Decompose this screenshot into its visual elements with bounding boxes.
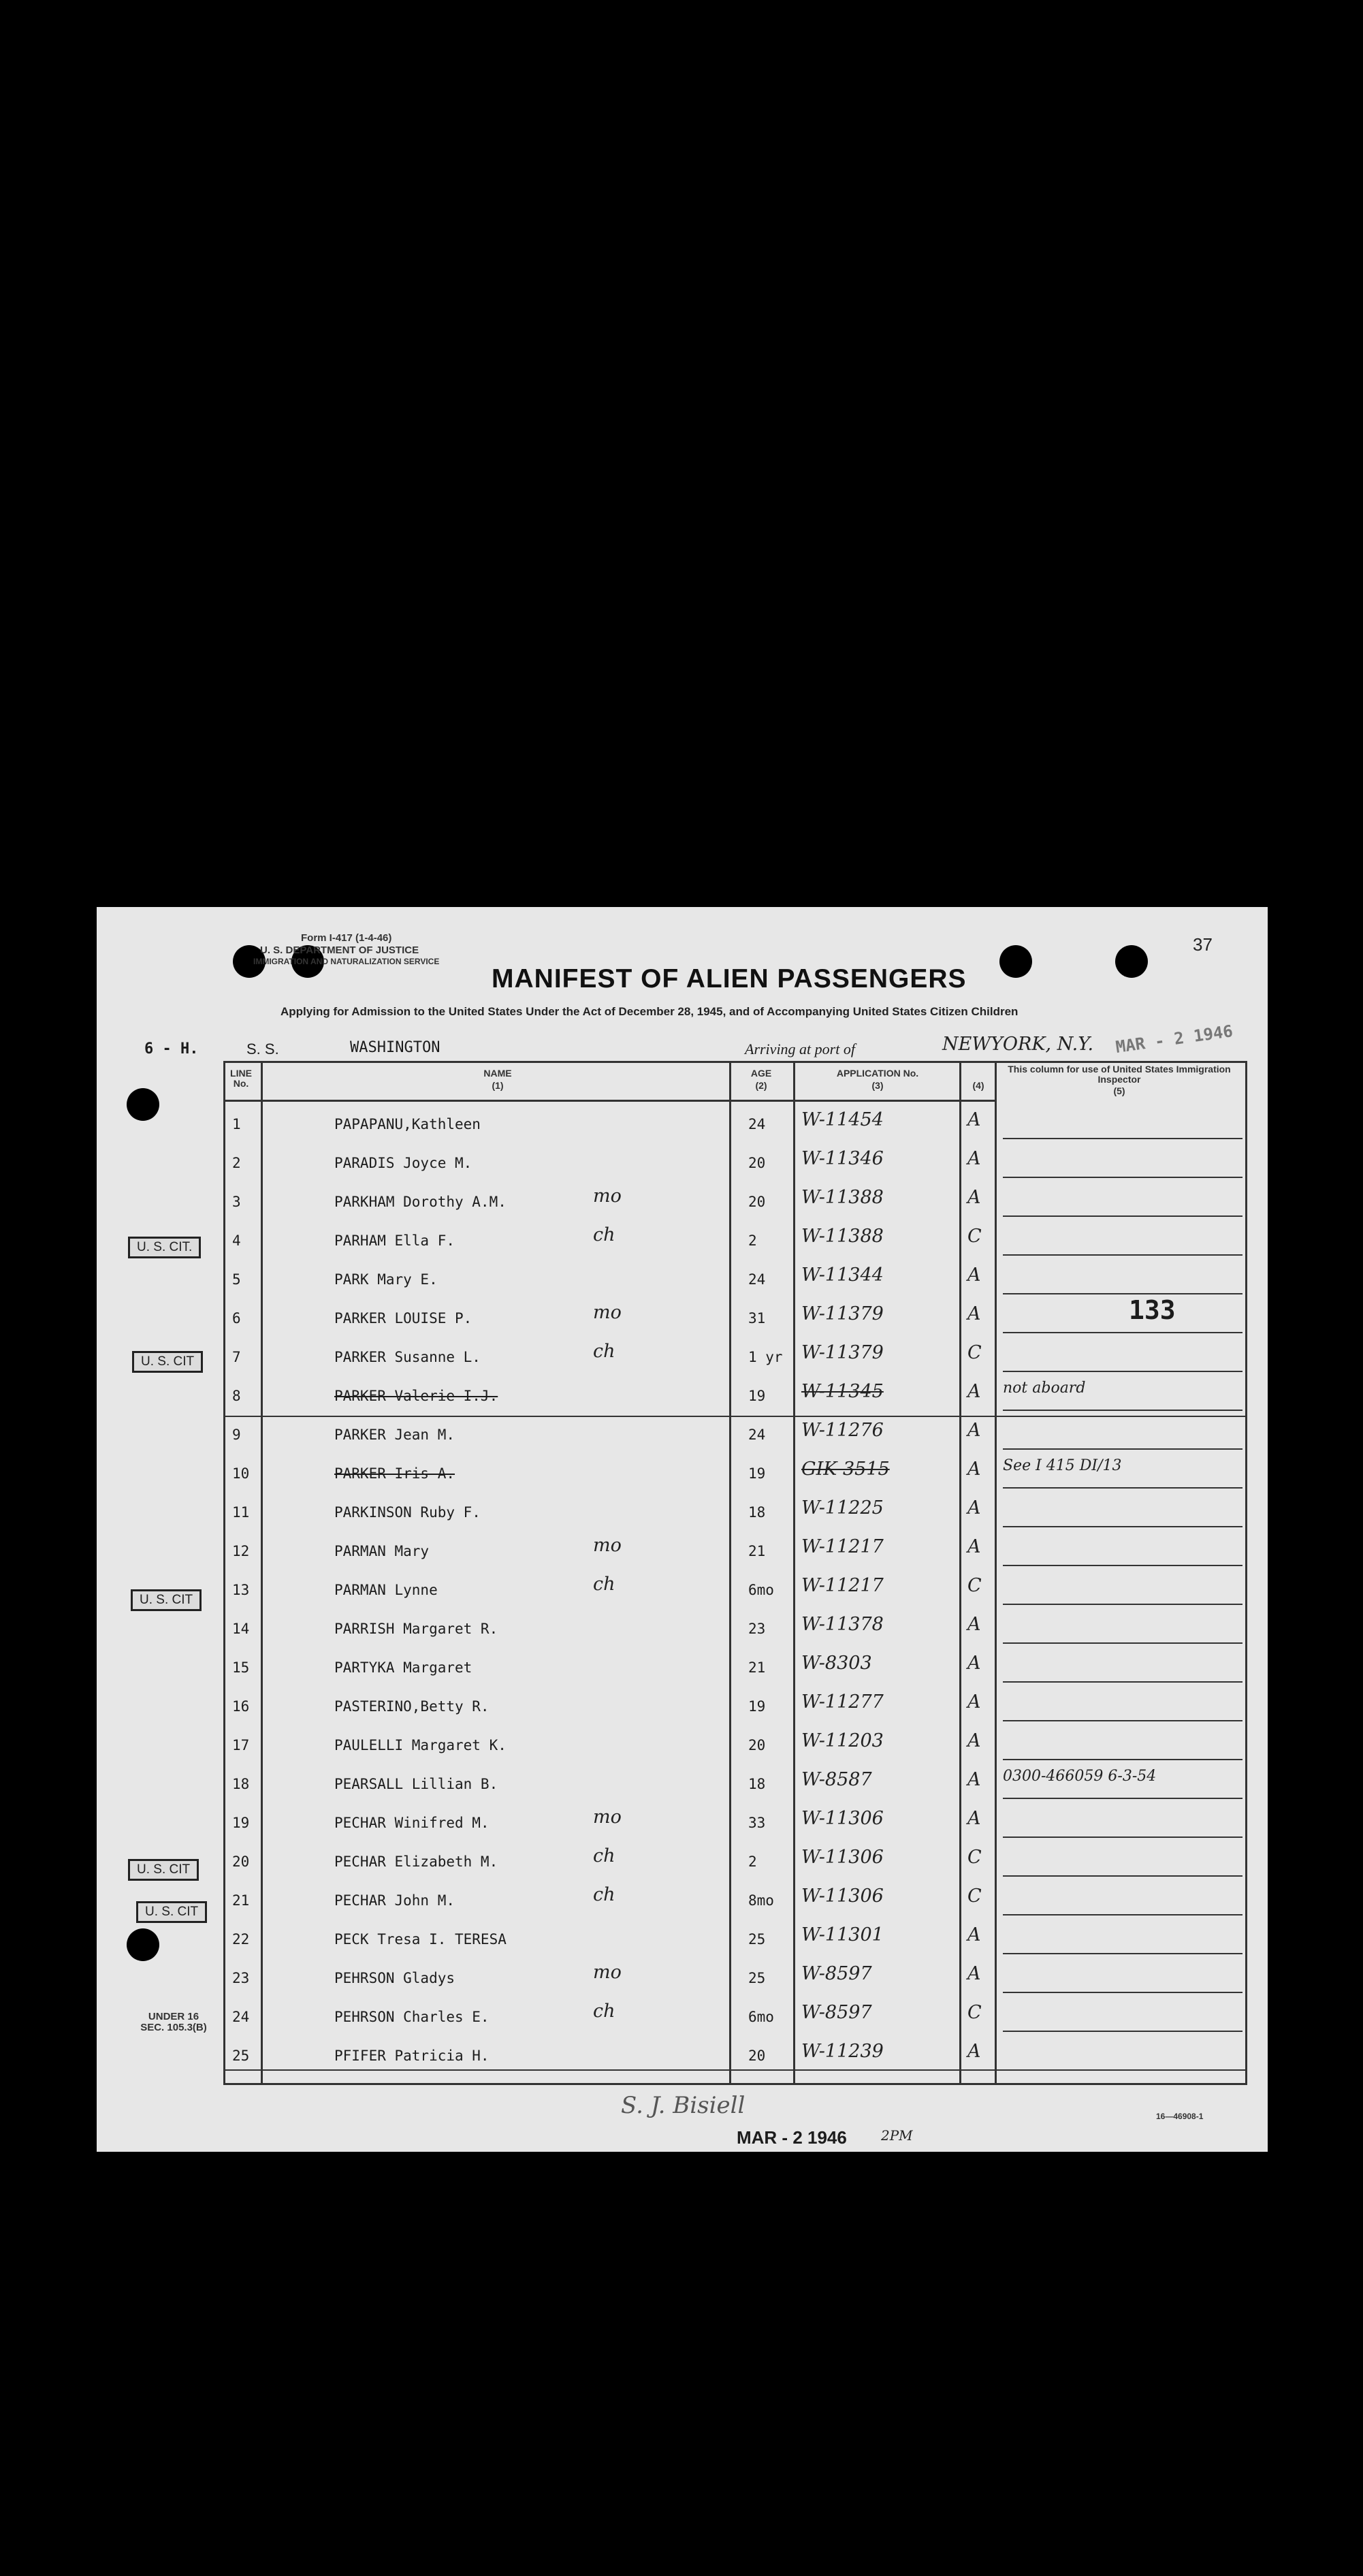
application-number: W-11454 — [801, 1109, 884, 1130]
line-number: 22 — [232, 1931, 250, 1947]
inspector-signature: S. J. Bisiell — [621, 2092, 745, 2119]
class-code: A — [967, 1381, 981, 1402]
passenger-name: PARKER Valerie I.J. — [334, 1388, 498, 1404]
application-number: W-11378 — [801, 1614, 884, 1635]
us-citizen-stamp: U. S. CIT — [131, 1589, 202, 1611]
class-code: A — [967, 1614, 981, 1635]
table-row — [225, 1923, 1245, 1962]
line-number: 24 — [232, 2009, 250, 2025]
class-code: A — [967, 1420, 981, 1441]
table-row — [225, 1612, 1245, 1651]
passenger-age: 25 — [748, 1931, 766, 1947]
col-name-header: NAME — [483, 1068, 512, 1079]
passenger-name: PECHAR John M. — [334, 1892, 455, 1909]
passenger-name: PARKHAM Dorothy A.M. — [334, 1194, 507, 1210]
passenger-age: 20 — [748, 1194, 766, 1210]
line-number: 7 — [232, 1349, 241, 1365]
relation-note: ch — [593, 1341, 615, 1362]
relation-note: mo — [593, 1535, 622, 1556]
line-number: 21 — [232, 1892, 250, 1909]
line-number: 19 — [232, 1815, 250, 1831]
application-number: W-11344 — [801, 1265, 884, 1286]
table-row — [225, 1108, 1245, 1147]
class-code: C — [967, 1847, 982, 1868]
table-row — [225, 1962, 1245, 2001]
inspector-rule — [1003, 1177, 1242, 1178]
col-age-header: AGE — [750, 1068, 772, 1079]
class-code: A — [967, 1459, 981, 1480]
passenger-name: PARADIS Joyce M. — [334, 1155, 472, 1171]
passenger-name: PECK Tresa I. TERESA — [334, 1931, 507, 1947]
application-number: W-11225 — [801, 1497, 884, 1518]
line-number: 6 — [232, 1310, 241, 1326]
inspector-rule — [1003, 1836, 1242, 1838]
line-number: 13 — [232, 1582, 250, 1598]
relation-note: ch — [593, 1845, 615, 1866]
table-row — [225, 1690, 1245, 1729]
class-code: C — [967, 1886, 982, 1907]
stamp-time: 2PM — [881, 2127, 913, 2144]
passenger-name: PEHRSON Charles E. — [334, 2009, 490, 2025]
line-number: 10 — [232, 1465, 250, 1482]
inspector-rule — [1003, 1759, 1242, 1760]
application-number: W-11306 — [801, 1847, 884, 1868]
inspector-rule — [1003, 1798, 1242, 1799]
col-app-header: APPLICATION No. — [836, 1068, 919, 1079]
table-row — [225, 1535, 1245, 1574]
passenger-age: 18 — [748, 1504, 766, 1521]
line-number: 23 — [232, 1970, 250, 1986]
line-number: 11 — [232, 1504, 250, 1521]
application-number: W-11345 — [801, 1381, 884, 1402]
line-number: 5 — [232, 1271, 241, 1288]
passenger-age: 2 — [748, 1854, 757, 1870]
relation-note: mo — [593, 1186, 622, 1207]
table-row — [225, 1186, 1245, 1224]
class-code: C — [967, 1342, 982, 1363]
passenger-name: PAULELLI Margaret K. — [334, 1737, 507, 1753]
inspector-rule — [1003, 2069, 1242, 2071]
passenger-age: 24 — [748, 1271, 766, 1288]
application-number: W-11379 — [801, 1342, 884, 1363]
relation-note: ch — [593, 1224, 615, 1245]
application-number: W-11379 — [801, 1303, 884, 1324]
inspector-rule — [1003, 2031, 1242, 2032]
table-row — [225, 1418, 1245, 1457]
table-row — [225, 1845, 1245, 1884]
passenger-name: PARKER LOUISE P. — [334, 1310, 472, 1326]
ship-name: WASHINGTON — [350, 1039, 440, 1056]
class-code: A — [967, 1653, 981, 1674]
class-code: C — [967, 1226, 982, 1247]
passenger-age: 33 — [748, 1815, 766, 1831]
line-number: 14 — [232, 1621, 250, 1637]
passenger-age: 20 — [748, 2048, 766, 2064]
inspector-rule — [1003, 1992, 1242, 1993]
table-row — [225, 2039, 1245, 2078]
application-number: W-11239 — [801, 2041, 884, 2062]
line-number: 17 — [232, 1737, 250, 1753]
passenger-name: PARMAN Lynne — [334, 1582, 438, 1598]
passenger-age: 24 — [748, 1116, 766, 1132]
class-code: C — [967, 2002, 982, 2023]
passenger-age: 19 — [748, 1388, 766, 1404]
passenger-age: 6mo — [748, 1582, 774, 1598]
application-number: W-11277 — [801, 1691, 884, 1713]
application-number: W-11217 — [801, 1536, 884, 1557]
class-code: A — [967, 1924, 981, 1945]
passenger-name: PARKER Susanne L. — [334, 1349, 481, 1365]
class-code: A — [967, 1109, 981, 1130]
form-number: Form I-417 (1-4-46) — [301, 932, 392, 944]
passenger-name: PEARSALL Lillian B. — [334, 1776, 498, 1792]
passenger-name: PECHAR Winifred M. — [334, 1815, 490, 1831]
inspector-rule — [1003, 1254, 1242, 1256]
line-number: 8 — [232, 1388, 241, 1404]
inspector-rule — [1003, 1875, 1242, 1877]
passenger-age: 25 — [748, 1970, 766, 1986]
passenger-age: 21 — [748, 1659, 766, 1676]
col-4-header: (4) — [972, 1080, 984, 1091]
ss-label: S. S. — [246, 1040, 279, 1058]
passenger-name: PARHAM Ella F. — [334, 1233, 455, 1249]
class-code: A — [967, 1303, 981, 1324]
application-number: W-8303 — [801, 1653, 872, 1674]
passenger-age: 18 — [748, 1776, 766, 1792]
line-number: 3 — [232, 1194, 241, 1210]
inspector-note: 0300-466059 6-3-54 — [1003, 1768, 1157, 1785]
department-line: U. S. DEPARTMENT OF JUSTICE — [260, 944, 419, 956]
page-subtitle: Applying for Admission to the United States Under the Act of December 28, 1945, and of Accompanying United States Citizen Children — [280, 1005, 1019, 1018]
inspector-rule — [1003, 1293, 1242, 1294]
line-number: 25 — [232, 2048, 250, 2064]
line-number: 2 — [232, 1155, 241, 1171]
passenger-name: PARMAN Mary — [334, 1543, 430, 1559]
application-number: W-11388 — [801, 1187, 884, 1208]
class-code: A — [967, 1963, 981, 1984]
relation-note: mo — [593, 1962, 622, 1983]
table-row — [225, 1341, 1245, 1380]
passenger-age: 24 — [748, 1427, 766, 1443]
passenger-name: PARKER Iris A. — [334, 1465, 455, 1482]
relation-note: ch — [593, 1884, 615, 1905]
relation-note: ch — [593, 2001, 615, 2022]
margin-note: 133 — [1129, 1295, 1176, 1325]
inspector-rule — [1003, 1371, 1242, 1372]
punch-hole — [1115, 945, 1148, 978]
inspector-rule — [1003, 1138, 1242, 1139]
us-citizen-stamp: U. S. CIT — [128, 1859, 199, 1881]
us-citizen-stamp: U. S. CIT. — [128, 1237, 201, 1258]
passenger-name: PARRISH Margaret R. — [334, 1621, 498, 1637]
list-number: 6 - H. — [144, 1040, 199, 1058]
table-row — [225, 1651, 1245, 1690]
inspector-rule — [1003, 1642, 1242, 1644]
class-code: C — [967, 1575, 982, 1596]
passenger-name: PASTERINO,Betty R. — [334, 1698, 490, 1715]
inspector-rule — [1003, 1410, 1242, 1411]
passenger-name: PARK Mary E. — [334, 1271, 438, 1288]
manifest-table — [223, 1061, 1247, 2085]
table-row — [225, 1147, 1245, 1186]
inspector-note: not aboard — [1003, 1380, 1086, 1397]
inspector-rule — [1003, 1332, 1242, 1333]
inspector-rule — [1003, 1448, 1242, 1450]
passenger-name: PARKINSON Ruby F. — [334, 1504, 481, 1521]
table-row — [225, 1496, 1245, 1535]
class-code: A — [967, 1148, 981, 1169]
under-16-note: UNDER 16 SEC. 105.3(B) — [140, 2011, 207, 2033]
application-number: W-8597 — [801, 1963, 872, 1984]
passenger-age: 2 — [748, 1233, 757, 1249]
us-citizen-stamp: U. S. CIT — [132, 1351, 203, 1373]
col-inspector-number: (5) — [1113, 1085, 1125, 1096]
sheet-number: 37 — [1193, 934, 1213, 955]
inspector-rule — [1003, 1681, 1242, 1683]
passenger-age: 6mo — [748, 2009, 774, 2025]
passenger-name: PFIFER Patricia H. — [334, 2048, 490, 2064]
passenger-age: 31 — [748, 1310, 766, 1326]
table-row — [225, 1574, 1245, 1612]
date-stamp-bottom: MAR - 2 1946 — [737, 2127, 847, 2148]
application-number: W-11306 — [801, 1808, 884, 1829]
footer-code: 16—46908-1 — [1156, 2112, 1204, 2121]
col-app-number: (3) — [871, 1080, 884, 1091]
col-inspector-header: This column for use of United States Immigration Inspector — [1008, 1064, 1231, 1085]
class-code: A — [967, 1730, 981, 1751]
table-row — [225, 1884, 1245, 1923]
application-number: W-11346 — [801, 1148, 884, 1169]
application-number: W-11301 — [801, 1924, 884, 1945]
passenger-name: PARKER Jean M. — [334, 1427, 455, 1443]
passenger-age: 19 — [748, 1465, 766, 1482]
relation-note: mo — [593, 1302, 622, 1323]
punch-hole — [127, 1088, 159, 1121]
inspector-rule — [1003, 1526, 1242, 1527]
service-line: IMMIGRATION AND NATURALIZATION SERVICE — [253, 957, 440, 966]
class-code: A — [967, 1691, 981, 1713]
application-number: W-8587 — [801, 1769, 872, 1790]
inspector-rule — [1003, 1953, 1242, 1954]
passenger-age: 20 — [748, 1155, 766, 1171]
class-code: A — [967, 2041, 981, 2062]
arriving-label: Arriving at port of — [745, 1040, 855, 1058]
relation-note: mo — [593, 1807, 622, 1828]
col-name-number: (1) — [492, 1080, 504, 1091]
application-number: W-8597 — [801, 2002, 872, 2023]
table-row — [225, 1729, 1245, 1768]
passenger-name: PAPAPANU,Kathleen — [334, 1116, 481, 1132]
line-number: 1 — [232, 1116, 241, 1132]
manifest-sheet — [97, 907, 1268, 2152]
table-row — [225, 1224, 1245, 1263]
line-number: 15 — [232, 1659, 250, 1676]
date-stamp: MAR - 2 1946 — [1114, 1021, 1234, 1057]
inspector-rule — [1003, 1604, 1242, 1605]
table-row — [225, 1768, 1245, 1807]
table-row — [225, 1263, 1245, 1302]
inspector-rule — [1003, 1914, 1242, 1915]
punch-hole — [127, 1928, 159, 1961]
class-code: A — [967, 1536, 981, 1557]
inspector-rule — [1003, 1720, 1242, 1721]
line-number: 18 — [232, 1776, 250, 1792]
application-number: W-11276 — [801, 1420, 884, 1441]
passenger-age: 8mo — [748, 1892, 774, 1909]
inspector-note: See I 415 DI/13 — [1003, 1457, 1122, 1474]
application-number: GIK 3515 — [801, 1459, 890, 1480]
passenger-age: 19 — [748, 1698, 766, 1715]
class-code: A — [967, 1497, 981, 1518]
col-age-number: (2) — [755, 1080, 767, 1091]
application-number: W-11217 — [801, 1575, 884, 1596]
inspector-rule — [1003, 1565, 1242, 1566]
application-number: W-11203 — [801, 1730, 884, 1751]
table-row — [225, 2001, 1245, 2039]
passenger-age: 23 — [748, 1621, 766, 1637]
line-number: 4 — [232, 1233, 241, 1249]
inspector-rule — [1003, 1487, 1242, 1489]
application-number: W-11306 — [801, 1886, 884, 1907]
table-row — [225, 1807, 1245, 1845]
passenger-name: PARTYKA Margaret — [334, 1659, 472, 1676]
punch-hole — [999, 945, 1032, 978]
class-code: A — [967, 1265, 981, 1286]
passenger-age: 21 — [748, 1543, 766, 1559]
port-name: NEWYORK, N.Y. — [942, 1034, 1094, 1055]
table-row — [225, 1380, 1245, 1418]
class-code: A — [967, 1769, 981, 1790]
line-number: 16 — [232, 1698, 250, 1715]
application-number: W-11388 — [801, 1226, 884, 1247]
us-citizen-stamp: U. S. CIT — [136, 1901, 207, 1923]
passenger-age: 20 — [748, 1737, 766, 1753]
passenger-name: PECHAR Elizabeth M. — [334, 1854, 498, 1870]
passenger-age: 1 yr — [748, 1349, 783, 1365]
relation-note: ch — [593, 1574, 615, 1595]
class-code: A — [967, 1808, 981, 1829]
page-title: MANIFEST OF ALIEN PASSENGERS — [492, 964, 967, 993]
class-code: A — [967, 1187, 981, 1208]
table-row — [225, 1302, 1245, 1341]
line-number: 20 — [232, 1854, 250, 1870]
table-row — [225, 1457, 1245, 1496]
passenger-name: PEHRSON Gladys — [334, 1970, 455, 1986]
line-number: 9 — [232, 1427, 241, 1443]
inspector-rule — [1003, 1215, 1242, 1217]
col-line-header: LINE No. — [230, 1068, 252, 1089]
line-number: 12 — [232, 1543, 250, 1559]
